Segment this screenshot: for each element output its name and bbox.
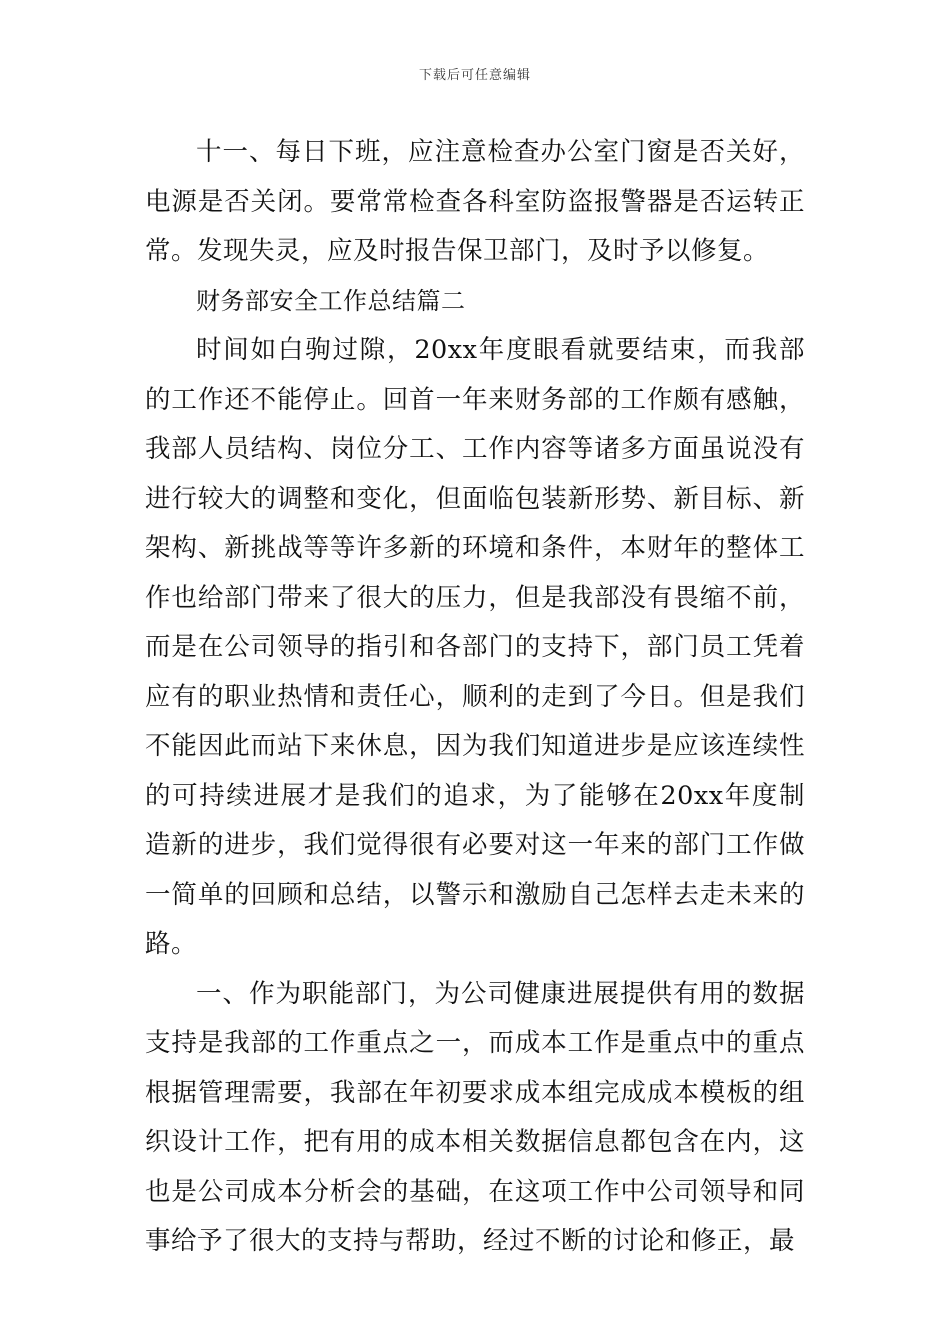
section-heading: 财务部安全工作总结篇二: [196, 286, 466, 315]
paragraph-intro: 时间如白驹过隙，20xx年度眼看就要结束，而我部的工作还不能停止。回首一年来财务部的工作颇有感触，我部人员结构、岗位分工、工作内容等诸多方面虽说没有进行较大的调整和变化，但面临包装新形势、新目标、新架构、新挑战等等许多新的环境和条件，本财年的整体工作也给部门带来了很大的压力，但是我部没有畏缩不前，而是在公司领导的指引和各部门的支持下，部门员工凭着应有的职业热情和责任心，顺利的走到了今日。但是我们不能因此而站下来休息，因为我们知道进步是应该连续性的可持续进展才是我们的追求，为了能够在20xx年度制造新的进步，我们觉得很有必要对这一年来的部门工作做一简单的回顾和总结，以警示和激励自己怎样去走未来的路。: [145, 335, 805, 959]
document-body: [145, 128, 805, 1267]
paragraph-item-one: 一、作为职能部门，为公司健康进展提供有用的数据支持是我部的工作重点之一，而成本工作是重点中的重点根据管理需要，我部在年初要求成本组完成成本模板的组织设计工作，把有用的成本相关数据信息都包含在内，这也是公司成本分析会的基础，在这项工作中公司领导和同事给予了很大的支持与帮助，经过不断的讨论和修正，最: [145, 978, 805, 1256]
paragraph-item-eleven: 十一、每日下班，应注意检查办公室门窗是否关好，电源是否关闭。要常常检查各科室防盗报警器是否运转正常。发现失灵，应及时报告保卫部门，及时予以修复。: [145, 137, 805, 266]
page-header: 下载后可任意编辑: [418, 68, 531, 83]
